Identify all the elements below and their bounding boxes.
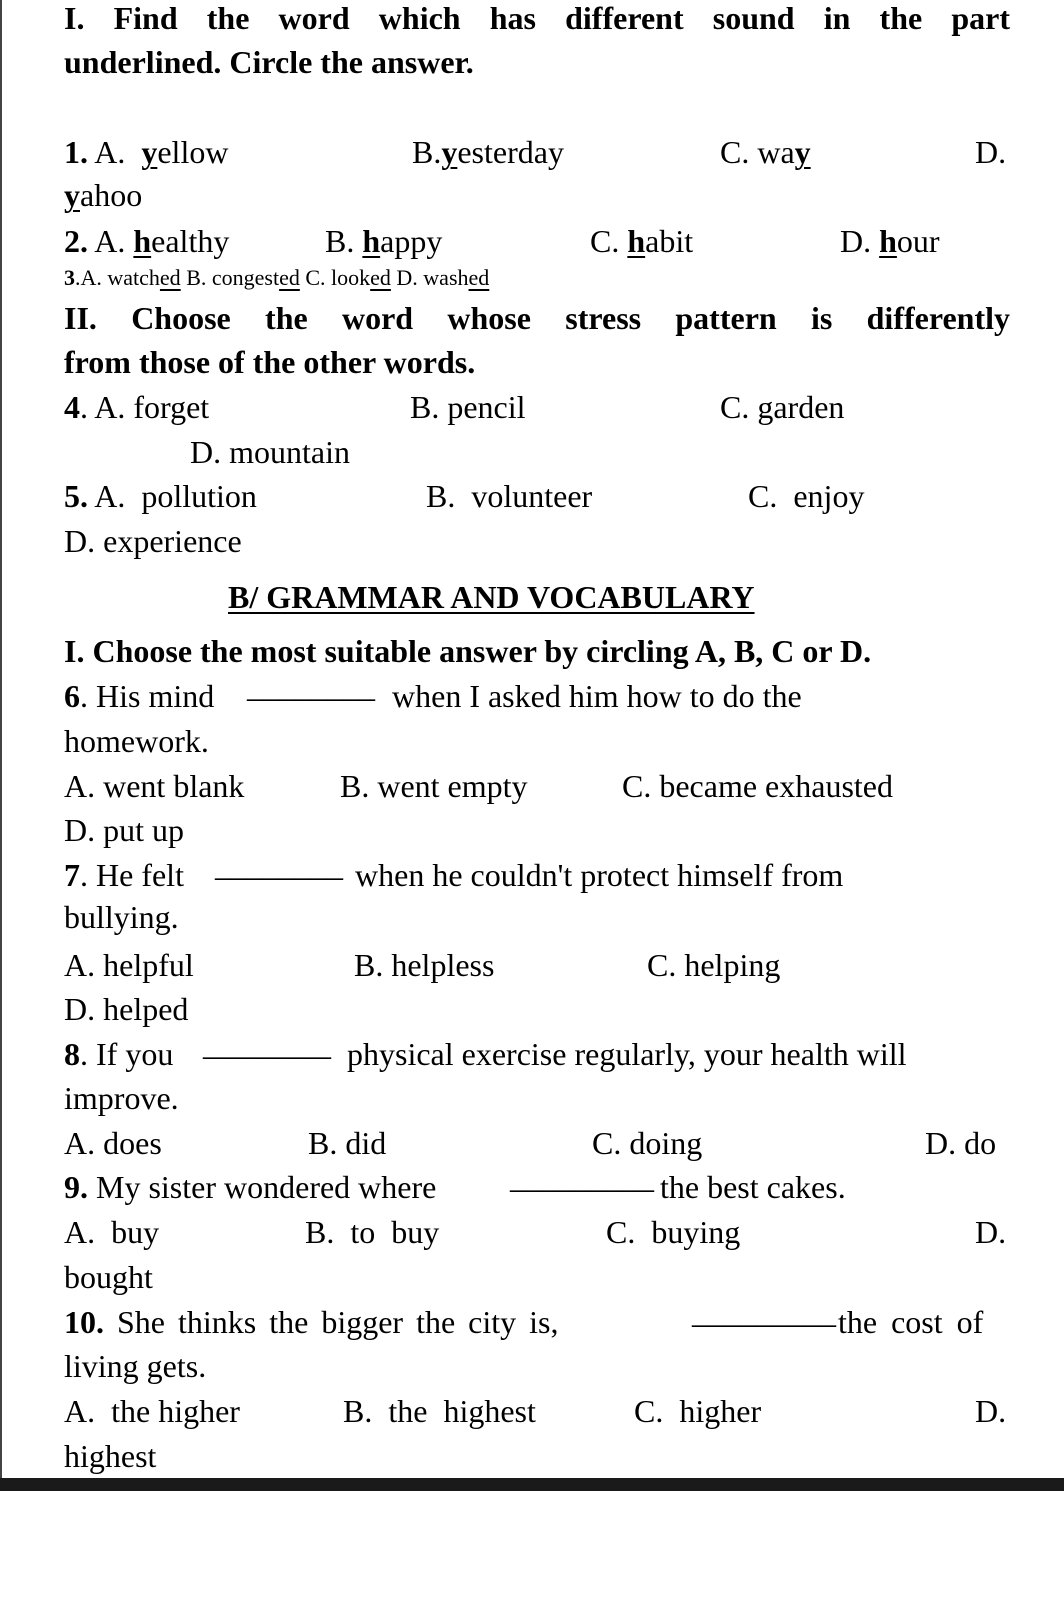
option-d-word[interactable]: bought bbox=[64, 1259, 153, 1295]
question-7 bbox=[0, 847, 1064, 897]
question-8 bbox=[0, 1026, 1064, 1076]
option-b[interactable]: B. congested bbox=[186, 265, 300, 290]
option-d[interactable]: D. helped bbox=[64, 991, 189, 1027]
question-text: . His mind bbox=[80, 678, 215, 714]
option-a[interactable]: .A. watched bbox=[75, 265, 181, 290]
question-text: the cost of bbox=[838, 1304, 984, 1340]
question-10-options-cont bbox=[0, 1434, 1064, 1478]
question-7-options bbox=[0, 943, 1064, 987]
option-a[interactable]: A. pollution bbox=[88, 478, 257, 514]
answer-blank[interactable]: ________ bbox=[203, 1026, 331, 1062]
question-10-cont bbox=[0, 1344, 1064, 1388]
option-d[interactable]: D. washed bbox=[396, 265, 490, 290]
q-number: 1. bbox=[64, 134, 88, 170]
option-c[interactable]: C. looked bbox=[305, 265, 391, 290]
option-d[interactable]: D. bbox=[975, 1214, 1007, 1250]
option-d[interactable]: D. bbox=[975, 134, 1007, 170]
question-text: living gets. bbox=[64, 1348, 207, 1384]
q-number: 7 bbox=[64, 857, 80, 893]
q-number: 9. bbox=[64, 1169, 88, 1205]
option-c[interactable]: C. higher bbox=[634, 1393, 762, 1429]
question-6-options bbox=[0, 764, 1064, 808]
q-number: 3 bbox=[64, 265, 75, 290]
bottom-bar bbox=[0, 1478, 1064, 1491]
question-4 bbox=[0, 385, 1064, 429]
question-9 bbox=[0, 1159, 1064, 1209]
option-a[interactable]: . A. forget bbox=[80, 389, 210, 425]
grammar-instruction bbox=[0, 629, 1064, 673]
question-10-options bbox=[0, 1389, 1064, 1433]
question-3 bbox=[0, 256, 1064, 300]
option-a[interactable]: A. buy bbox=[64, 1214, 160, 1250]
question-text: . He felt bbox=[80, 857, 184, 893]
question-text: physical exercise regularly, your health will bbox=[347, 1036, 907, 1072]
q-number: 8 bbox=[64, 1036, 80, 1072]
q-number: 4 bbox=[64, 389, 80, 425]
question-5-cont bbox=[0, 519, 1064, 563]
option-b[interactable]: B. happy bbox=[325, 223, 443, 259]
option-b[interactable]: B. went empty bbox=[340, 768, 528, 804]
answer-blank[interactable]: ________ bbox=[215, 847, 343, 883]
option-a[interactable]: A. the higher bbox=[64, 1393, 240, 1429]
option-b[interactable]: B. to buy bbox=[305, 1214, 440, 1250]
title-line: II. Choose the word whose stress pattern is differently bbox=[64, 300, 1010, 336]
section-2-title-cont bbox=[0, 340, 1064, 384]
option-c[interactable]: C. doing bbox=[592, 1125, 703, 1161]
option-d[interactable]: D. mountain bbox=[190, 434, 350, 470]
question-5 bbox=[0, 474, 1064, 518]
option-c[interactable]: C. enjoy bbox=[748, 478, 865, 514]
question-1 bbox=[0, 130, 1064, 174]
answer-blank[interactable]: _________ bbox=[692, 1294, 836, 1330]
option-c[interactable]: C. garden bbox=[720, 389, 845, 425]
option-a[interactable]: A. helpful bbox=[64, 947, 194, 983]
title-line: underlined. Circle the answer. bbox=[64, 44, 474, 80]
question-7-cont bbox=[0, 895, 1064, 939]
q-number: 2. bbox=[64, 223, 88, 259]
option-c[interactable]: C. helping bbox=[647, 947, 781, 983]
answer-blank[interactable]: ________ bbox=[247, 668, 375, 704]
option-c[interactable]: C. way bbox=[720, 134, 811, 170]
option-c[interactable]: C. habit bbox=[590, 223, 694, 259]
option-d-word[interactable]: highest bbox=[64, 1438, 157, 1474]
q-number: 6 bbox=[64, 678, 80, 714]
q-number: 10. bbox=[64, 1304, 104, 1340]
question-10 bbox=[0, 1294, 1064, 1344]
question-text: My sister wondered where bbox=[88, 1169, 437, 1205]
option-d[interactable]: D. bbox=[975, 1393, 1007, 1429]
heading-text: B/ GRAMMAR AND VOCABULARY bbox=[228, 579, 755, 615]
question-text: improve. bbox=[64, 1080, 179, 1116]
option-b[interactable]: B. volunteer bbox=[426, 478, 593, 514]
option-d[interactable]: D. do bbox=[925, 1125, 997, 1161]
question-8-cont bbox=[0, 1076, 1064, 1120]
title-line: from those of the other words. bbox=[64, 344, 476, 380]
grammar-heading bbox=[0, 575, 1064, 619]
question-6-options-cont bbox=[0, 808, 1064, 852]
option-b[interactable]: B.yesterday bbox=[412, 134, 564, 170]
option-d[interactable]: D. experience bbox=[64, 523, 242, 559]
question-text: . If you bbox=[80, 1036, 174, 1072]
answer-blank[interactable]: _________ bbox=[510, 1159, 654, 1195]
question-text: She thinks the bigger the city is, bbox=[104, 1304, 559, 1340]
question-6-cont bbox=[0, 719, 1064, 763]
option-b[interactable]: B. helpless bbox=[354, 947, 495, 983]
question-text: bullying. bbox=[64, 899, 179, 935]
instruction-text: I. Choose the most suitable answer by circling A, B, C or D. bbox=[64, 633, 872, 669]
option-b[interactable]: B. the highest bbox=[343, 1393, 536, 1429]
question-1-cont bbox=[0, 173, 1064, 217]
option-d[interactable]: D. put up bbox=[64, 812, 184, 848]
option-b[interactable]: B. did bbox=[308, 1125, 387, 1161]
option-d[interactable]: D. hour bbox=[840, 223, 940, 259]
title-line: I. Find the word which has different sound in the part bbox=[64, 0, 1010, 36]
question-9-options bbox=[0, 1210, 1064, 1254]
section-1-title-cont bbox=[0, 40, 1064, 84]
section-2-title bbox=[0, 296, 1064, 340]
question-text: when I asked him how to do the bbox=[392, 678, 802, 714]
option-b[interactable]: B. pencil bbox=[410, 389, 526, 425]
question-4-cont bbox=[0, 430, 1064, 474]
option-a[interactable]: A. does bbox=[64, 1125, 162, 1161]
question-text: homework. bbox=[64, 723, 209, 759]
option-a[interactable]: A. went blank bbox=[64, 768, 245, 804]
option-c[interactable]: C. became exhausted bbox=[622, 768, 893, 804]
question-9-options-cont bbox=[0, 1255, 1064, 1299]
question-text: when he couldn't protect himself from bbox=[355, 857, 844, 893]
section-1-title bbox=[0, 0, 1064, 40]
q-number: 5. bbox=[64, 478, 88, 514]
option-d-word[interactable]: yahoo bbox=[64, 177, 143, 213]
question-7-options-cont bbox=[0, 987, 1064, 1031]
option-a[interactable]: A. healthy bbox=[88, 223, 230, 259]
option-c[interactable]: C. buying bbox=[606, 1214, 741, 1250]
option-a[interactable]: A. yellow bbox=[94, 134, 229, 170]
question-text: the best cakes. bbox=[660, 1169, 846, 1205]
question-6 bbox=[0, 668, 1064, 718]
